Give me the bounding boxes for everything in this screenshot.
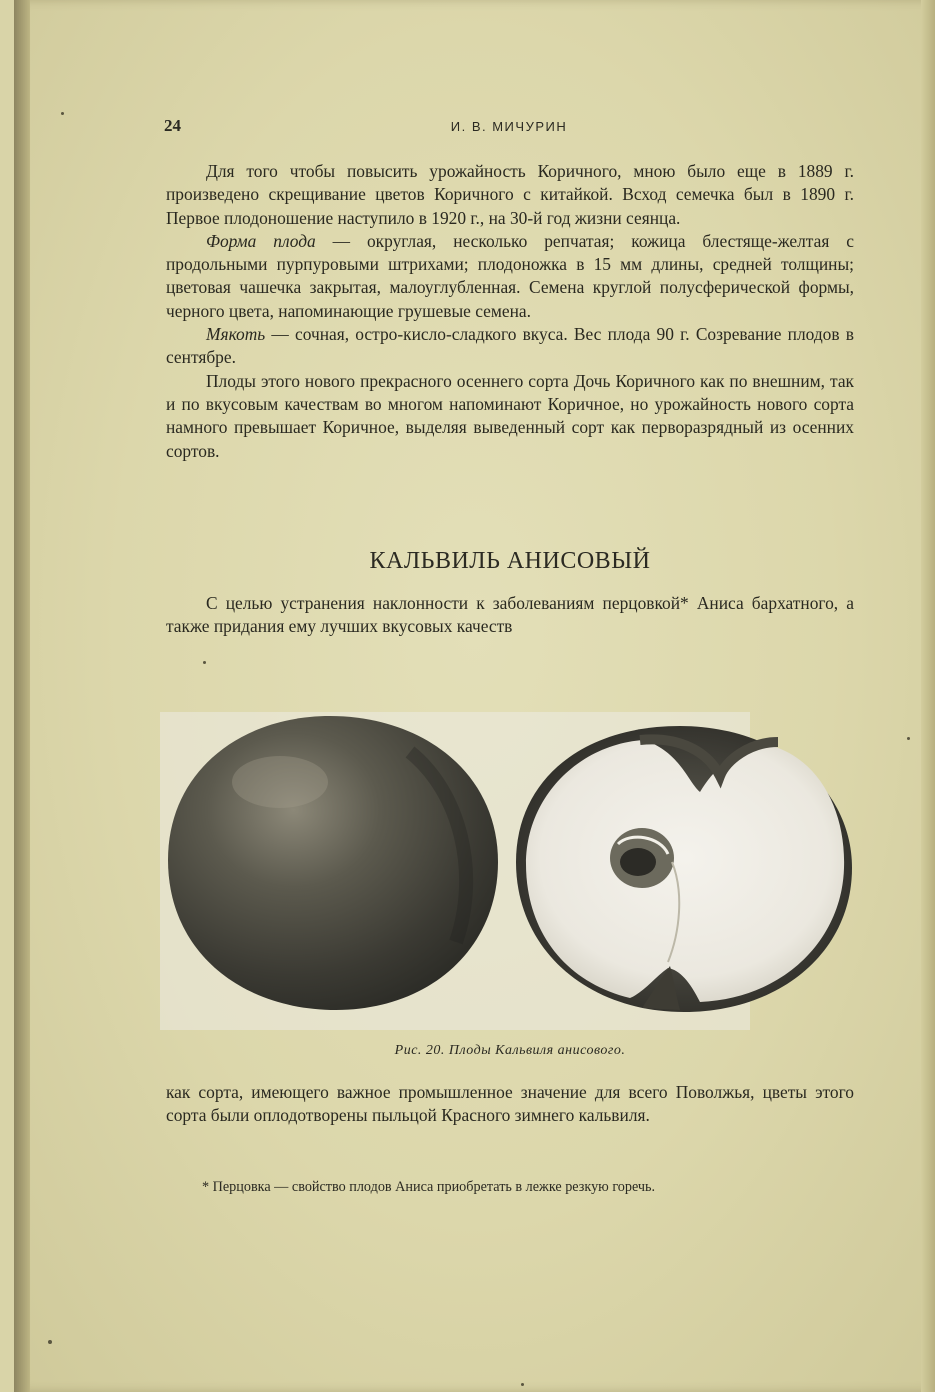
halved-apple-photo — [516, 726, 852, 1012]
page-number: 24 — [164, 116, 181, 135]
section-title: КАЛЬВИЛЬ АНИСОВЫЙ — [369, 548, 651, 574]
flesh-description: — сочная, остро-кисло-сладкого вкуса. Вес плода 90 г. Созревание плодов в сентябре. — [166, 324, 854, 368]
term-fruit-shape: Форма плода — [206, 230, 316, 251]
paper-speck — [61, 112, 64, 115]
figure-caption: Рис. 20. Плоды Кальвиля анисового. — [394, 1043, 626, 1058]
page-header — [164, 116, 854, 142]
paper-speck — [203, 661, 206, 664]
paper-speck — [48, 1340, 52, 1344]
page-spine-shadow — [14, 0, 30, 1392]
apples-illustration — [160, 712, 860, 1032]
section-text-block — [166, 592, 854, 639]
paragraph-fruit-shape — [166, 230, 854, 323]
page-edge-shadow — [921, 0, 935, 1392]
continuation-text-block — [166, 1081, 854, 1128]
paragraph-conclusion: Плоды этого нового прекрасного осеннего сорта Дочь Коричного как по внешним, так и по вкусовым качествам во многом напоминают Коричное, но урожайность нового сорта намного превышает Коричное, выделяя выведенный сорт как перворазрядный из осенних сортов. — [166, 370, 854, 461]
paragraph-continuation: как сорта, имеющего важное промышленное значение для всего Поволжья, цветы этого сорта были оплодотворены пыльцой Красного зимнего кальвиля. — [166, 1082, 854, 1126]
figure-apples — [160, 712, 860, 1032]
footnote: * Перцовка — свойство плодов Аниса приобретать в лежке резкую горечь. — [202, 1179, 656, 1195]
fruit-shape-description: — округлая, несколько репчатая; кожица блестяще-желтая с продольными пурпуровыми штрихами; плодоножка в 15 мм длины, средней толщины; цветовая чашечка закрытая, малоуглубленная. Семена круглой полусферической формы, черного цвета, напоминающие грушевые семена. — [166, 230, 854, 321]
paragraph-section-intro: С целью устранения наклонности к заболеваниям перцовкой* Аниса бархатного, а также придания ему лучших вкусовых качеств — [166, 593, 854, 637]
paragraph-crossing: Для того чтобы повысить урожайность Коричного, мною было еще в 1889 г. произведено скрещивание цветов Коричного с китайкой. Всход семечка был в 1890 г. Первое плодоношение наступило в 1920 г., на 30-й год жизни сеянца. — [166, 161, 854, 228]
paper-speck — [521, 1383, 524, 1386]
paragraph-flesh — [166, 323, 854, 370]
whole-apple-photo — [168, 716, 498, 1010]
term-flesh: Мякоть — [206, 324, 266, 345]
paper-speck — [907, 737, 910, 740]
intro-text-block — [166, 160, 854, 463]
running-head: И. В. МИЧУРИН — [450, 119, 568, 134]
